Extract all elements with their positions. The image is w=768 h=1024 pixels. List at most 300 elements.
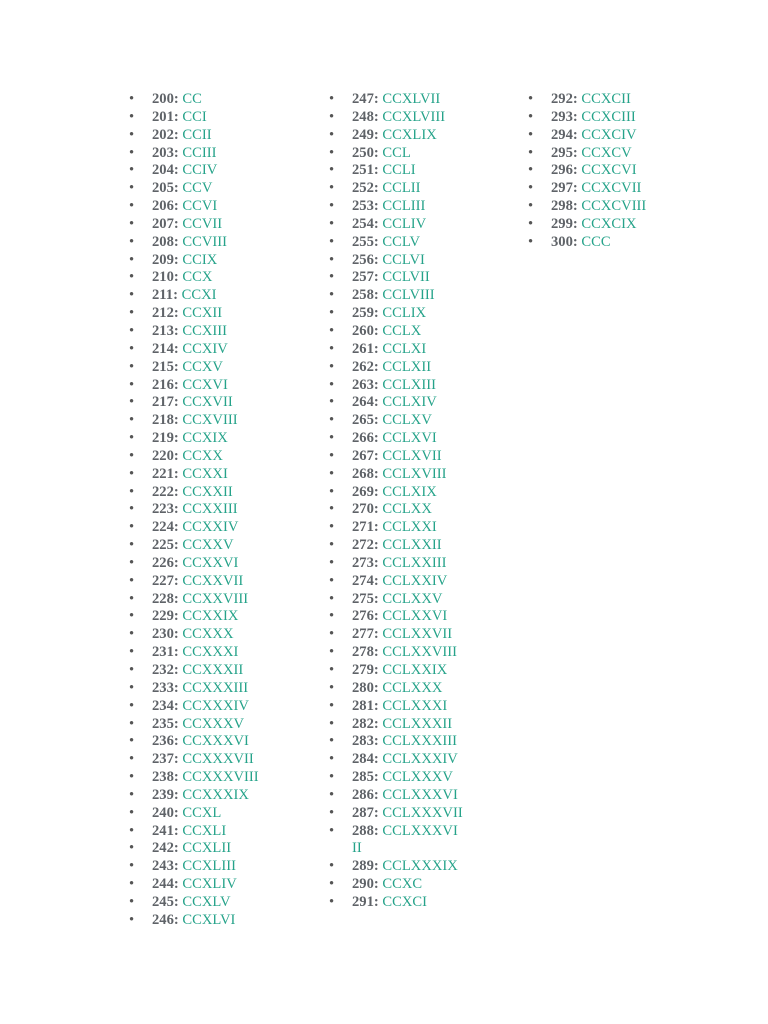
- roman-numeral-link[interactable]: CCXXVII: [182, 572, 244, 589]
- roman-numeral-link[interactable]: CCXCV: [581, 144, 632, 161]
- number-label: 215:: [152, 358, 179, 375]
- list-item: [152, 840, 302, 858]
- number-label: 259:: [352, 305, 379, 322]
- roman-numeral-link[interactable]: CCLXXV: [382, 590, 443, 607]
- roman-numeral-link[interactable]: CCXCIX: [581, 215, 637, 232]
- list-item: [352, 501, 462, 519]
- number-label: 211:: [152, 287, 178, 304]
- list-item: [352, 484, 462, 502]
- number-label: 207:: [152, 215, 179, 232]
- roman-numeral-link[interactable]: CCLXX: [382, 501, 432, 518]
- number-label: 245:: [152, 893, 179, 910]
- number-label: 252:: [352, 180, 379, 197]
- roman-numeral-link[interactable]: CCXLIII: [182, 858, 236, 875]
- list-item: [352, 626, 462, 644]
- roman-numeral-link[interactable]: CCXCI: [382, 893, 428, 910]
- number-label: 237:: [152, 751, 179, 768]
- number-label: 221:: [152, 465, 179, 482]
- number-label: 286:: [352, 786, 379, 803]
- number-label: 249:: [352, 126, 379, 143]
- number-label: 218:: [152, 412, 179, 429]
- number-label: 226:: [152, 554, 179, 571]
- list-item: [152, 180, 302, 198]
- list-item: [152, 894, 302, 912]
- roman-numeral-link[interactable]: CCLIX: [382, 305, 427, 322]
- number-label: 283:: [352, 733, 379, 750]
- number-label: 251:: [352, 162, 379, 179]
- roman-numeral-link[interactable]: CCLXXI: [382, 519, 437, 536]
- roman-numeral-link[interactable]: CCXLVII: [382, 91, 441, 107]
- number-label: 291:: [352, 893, 379, 910]
- list-item: [551, 198, 701, 216]
- list-column-2: [352, 91, 462, 912]
- list-item: [352, 234, 462, 252]
- number-label: 213:: [152, 322, 179, 339]
- roman-numeral-link[interactable]: CCLXVI: [382, 430, 437, 447]
- roman-numeral-link[interactable]: CCXIV: [182, 340, 228, 357]
- roman-numeral-link[interactable]: CCLXXXII: [382, 715, 453, 732]
- number-label: 293:: [551, 108, 578, 125]
- roman-numeral-link[interactable]: CCLXXXV: [382, 769, 453, 786]
- roman-numeral-link[interactable]: CCLXXII: [382, 537, 442, 554]
- number-label: 300:: [551, 233, 578, 250]
- roman-numeral-link[interactable]: CCXXIV: [182, 519, 239, 536]
- roman-numeral-link[interactable]: CCXXXVI: [182, 733, 249, 750]
- list-item: [352, 287, 462, 305]
- list-item: [551, 180, 701, 198]
- number-label: 297:: [551, 180, 578, 197]
- number-label: 253:: [352, 198, 379, 215]
- roman-numeral-link[interactable]: CCX: [182, 269, 213, 286]
- roman-numeral-link[interactable]: CCLXIII: [382, 376, 436, 393]
- list-item: [152, 466, 302, 484]
- list-item: [352, 805, 462, 823]
- list-item: [551, 145, 701, 163]
- roman-numeral-link[interactable]: CCLXVIII: [382, 465, 447, 482]
- number-label: 256:: [352, 251, 379, 268]
- roman-numeral-link[interactable]: CCXLV: [182, 893, 231, 910]
- roman-numeral-link[interactable]: CCIX: [182, 251, 218, 268]
- number-label: 275:: [352, 590, 379, 607]
- number-label: 248:: [352, 108, 379, 125]
- list-column-1: [152, 91, 302, 930]
- number-label: 269:: [352, 483, 379, 500]
- number-label: 267:: [352, 447, 379, 464]
- roman-numeral-link[interactable]: CCXXII: [182, 483, 233, 500]
- roman-numeral-link[interactable]: CCXV: [182, 358, 223, 375]
- list-item: [152, 608, 302, 626]
- number-label: 263:: [352, 376, 379, 393]
- list-item: [352, 394, 462, 412]
- list-item: [352, 751, 462, 769]
- number-label: 201:: [152, 108, 179, 125]
- roman-numeral-link[interactable]: CCLXXVI: [382, 608, 448, 625]
- roman-numeral-link[interactable]: CCLIII: [382, 198, 426, 215]
- list-item: [352, 377, 462, 395]
- number-label: 262:: [352, 358, 379, 375]
- number-label: 230:: [152, 626, 179, 643]
- number-label: 271:: [352, 519, 379, 536]
- roman-numeral-link[interactable]: CCLXXXVI: [382, 786, 458, 803]
- roman-numeral-link[interactable]: CCVI: [182, 198, 218, 215]
- number-label: 241:: [152, 822, 179, 839]
- list-item: [352, 644, 462, 662]
- list-item: [152, 252, 302, 270]
- roman-numeral-link[interactable]: CCXLII: [182, 840, 232, 857]
- roman-numeral-link[interactable]: CCLXXXI: [382, 697, 448, 714]
- roman-numeral-link[interactable]: CCXCVIII: [581, 198, 647, 215]
- roman-numeral-link[interactable]: CCLVIII: [382, 287, 435, 304]
- list-item: [352, 91, 462, 109]
- number-label: 212:: [152, 305, 179, 322]
- number-label: 210:: [152, 269, 179, 286]
- list-item: [152, 626, 302, 644]
- number-label: 294:: [551, 126, 578, 143]
- list-item: [551, 234, 701, 252]
- roman-numeral-link[interactable]: CCXIX: [182, 430, 228, 447]
- list-item: [352, 305, 462, 323]
- list-item: [152, 216, 302, 234]
- number-label: 247:: [352, 91, 379, 107]
- list-item: [152, 234, 302, 252]
- list-item: [551, 109, 701, 127]
- list-item: [352, 591, 462, 609]
- roman-numeral-link[interactable]: CCXCIV: [581, 126, 637, 143]
- list-item: [152, 484, 302, 502]
- list-item: [152, 412, 302, 430]
- number-label: 239:: [152, 786, 179, 803]
- roman-numeral-link[interactable]: CCLXXIV: [382, 572, 448, 589]
- list-item: [352, 466, 462, 484]
- roman-numeral-link[interactable]: CCLXXVIII: [382, 644, 458, 661]
- list-item: [152, 198, 302, 216]
- roman-numeral-link[interactable]: CCXCVII: [581, 180, 642, 197]
- roman-numeral-link[interactable]: CCXLVIII: [382, 108, 446, 125]
- number-label: 279:: [352, 662, 379, 678]
- list-item: [352, 894, 462, 912]
- number-label: 206:: [152, 198, 179, 215]
- number-label: 231:: [152, 644, 179, 661]
- list-item: [152, 109, 302, 127]
- number-label: 290:: [352, 876, 379, 893]
- list-item: [352, 608, 462, 626]
- number-label: 229:: [152, 608, 179, 625]
- number-label: 214:: [152, 340, 179, 357]
- number-label: 257:: [352, 269, 379, 286]
- roman-numeral-link[interactable]: CCXXXII: [182, 662, 244, 678]
- list-item: [352, 769, 462, 787]
- list-item: [352, 252, 462, 270]
- number-label: 261:: [352, 340, 379, 357]
- list-item: [352, 787, 462, 805]
- list-item: [152, 555, 302, 573]
- roman-numeral-link[interactable]: CCXI: [181, 287, 217, 304]
- list-item: [152, 305, 302, 323]
- list-item: [551, 127, 701, 145]
- number-label: 224:: [152, 519, 179, 536]
- list-item: [352, 733, 462, 751]
- roman-numeral-link[interactable]: CCXXXI: [182, 644, 239, 661]
- number-label: 296:: [551, 162, 578, 179]
- number-label: 268:: [352, 465, 379, 482]
- list-item: [352, 537, 462, 555]
- roman-numeral-link[interactable]: CCIV: [182, 162, 218, 179]
- list-item: [352, 269, 462, 287]
- number-label: 299:: [551, 215, 578, 232]
- list-item: [152, 912, 302, 930]
- number-label: 232:: [152, 662, 179, 678]
- list-item: [352, 698, 462, 716]
- roman-numeral-link[interactable]: CCXVIII: [182, 412, 238, 429]
- roman-numeral-link[interactable]: CCXX: [182, 447, 223, 464]
- roman-numeral-link[interactable]: CCLXXXVIII: [352, 822, 458, 857]
- list-item: [152, 805, 302, 823]
- list-item: [152, 769, 302, 787]
- number-label: 244:: [152, 876, 179, 893]
- list-item: [352, 198, 462, 216]
- roman-numeral-link[interactable]: CCIII: [182, 144, 217, 161]
- roman-numeral-link[interactable]: CCXII: [182, 305, 223, 322]
- list-item: [152, 662, 302, 680]
- number-label: 243:: [152, 858, 179, 875]
- number-label: 233:: [152, 679, 179, 696]
- list-item: [352, 216, 462, 234]
- list-item: [352, 323, 462, 341]
- list-item: [152, 162, 302, 180]
- roman-numeral-link[interactable]: CCI: [182, 108, 207, 125]
- list-item: [152, 537, 302, 555]
- number-label: 235:: [152, 715, 179, 732]
- list-item: [352, 109, 462, 127]
- list-item: [352, 412, 462, 430]
- number-label: 266:: [352, 430, 379, 447]
- roman-numeral-link[interactable]: CCII: [182, 126, 212, 143]
- roman-numeral-link[interactable]: CCXXI: [182, 465, 228, 482]
- number-label: 204:: [152, 162, 179, 179]
- roman-numeral-link[interactable]: CCV: [182, 180, 213, 197]
- number-label: 289:: [352, 858, 379, 875]
- list-item: [152, 716, 302, 734]
- number-label: 238:: [152, 769, 179, 786]
- number-label: 276:: [352, 608, 379, 625]
- list-item: [152, 876, 302, 894]
- number-label: 217:: [152, 394, 179, 411]
- list-item: [152, 145, 302, 163]
- roman-numeral-link[interactable]: CCLXIX: [382, 483, 437, 500]
- list-item: [352, 162, 462, 180]
- number-label: 216:: [152, 376, 179, 393]
- number-label: 242:: [152, 840, 179, 857]
- number-label: 292:: [551, 91, 578, 107]
- list-item: [152, 501, 302, 519]
- roman-numeral-link[interactable]: CCXXV: [182, 537, 234, 554]
- number-label: 278:: [352, 644, 379, 661]
- number-label: 228:: [152, 590, 179, 607]
- list-column-3: [551, 91, 701, 252]
- roman-numeral-link[interactable]: CCXCVI: [581, 162, 637, 179]
- roman-numeral-link[interactable]: CCXXXIX: [182, 786, 249, 803]
- number-label: 284:: [352, 751, 379, 768]
- number-label: 280:: [352, 679, 379, 696]
- roman-numeral-link[interactable]: CCLII: [382, 180, 421, 197]
- roman-numeral-link[interactable]: CCLXXXIII: [382, 733, 458, 750]
- roman-numeral-link[interactable]: CCXXXV: [182, 715, 245, 732]
- list-item: [551, 216, 701, 234]
- list-item: [152, 591, 302, 609]
- list-item: [352, 680, 462, 698]
- list-item: [352, 519, 462, 537]
- number-label: 281:: [352, 697, 379, 714]
- roman-numeral-link[interactable]: CCLX: [382, 322, 422, 339]
- number-label: 203:: [152, 144, 179, 161]
- list-item: [152, 448, 302, 466]
- list-item: [551, 162, 701, 180]
- roman-numeral-link[interactable]: CCLI: [382, 162, 416, 179]
- list-item: [352, 823, 462, 859]
- roman-numeral-link[interactable]: CCXXXVII: [182, 751, 254, 768]
- roman-numeral-link[interactable]: CCLXXIII: [382, 554, 447, 571]
- list-item: [152, 787, 302, 805]
- list-item: [152, 269, 302, 287]
- roman-numeral-link[interactable]: CCLXV: [382, 412, 432, 429]
- roman-numeral-link[interactable]: CCXXXIII: [182, 679, 249, 696]
- number-label: 264:: [352, 394, 379, 411]
- number-label: 254:: [352, 215, 379, 232]
- list-item: [152, 733, 302, 751]
- roman-numeral-link[interactable]: CCXXVIII: [182, 590, 249, 607]
- roman-numeral-link[interactable]: CCLXII: [382, 358, 432, 375]
- number-label: 222:: [152, 483, 179, 500]
- roman-numeral-link[interactable]: CCLXXIX: [382, 662, 448, 678]
- roman-numeral-link[interactable]: CCXIII: [182, 322, 228, 339]
- list-item: [152, 519, 302, 537]
- list-item: [152, 751, 302, 769]
- list-item: [152, 644, 302, 662]
- list-item: [352, 341, 462, 359]
- number-label: 227:: [152, 572, 179, 589]
- number-label: 225:: [152, 537, 179, 554]
- number-label: 220:: [152, 447, 179, 464]
- list-item: [152, 91, 302, 109]
- number-label: 273:: [352, 554, 379, 571]
- list-item: [152, 698, 302, 716]
- list-item: [152, 823, 302, 841]
- roman-numeral-link[interactable]: CCXXIX: [182, 608, 239, 625]
- list-item: [551, 91, 701, 109]
- roman-numeral-link[interactable]: CCLVII: [382, 269, 430, 286]
- list-item: [152, 323, 302, 341]
- roman-numeral-link[interactable]: CCXXX: [182, 626, 234, 643]
- number-label: 285:: [352, 769, 379, 786]
- list-item: [152, 359, 302, 377]
- list-item: [352, 662, 462, 680]
- number-label: 274:: [352, 572, 379, 589]
- list-item: [352, 127, 462, 145]
- list-item: [352, 555, 462, 573]
- list-item: [352, 876, 462, 894]
- roman-numeral-link[interactable]: CCC: [581, 233, 611, 250]
- number-label: 209:: [152, 251, 179, 268]
- roman-numeral-link[interactable]: CCXC: [382, 876, 423, 893]
- list-item: [352, 359, 462, 377]
- roman-numeral-link[interactable]: CCXXVI: [182, 554, 239, 571]
- roman-numeral-link[interactable]: CCLIV: [382, 215, 427, 232]
- roman-numeral-link[interactable]: CCXCII: [581, 91, 631, 107]
- list-item: [152, 127, 302, 145]
- roman-numeral-link[interactable]: CCLXXXIV: [382, 751, 458, 768]
- roman-numeral-link[interactable]: CCLXIV: [382, 394, 437, 411]
- number-label: 250:: [352, 144, 379, 161]
- roman-numeral-link[interactable]: CCXVI: [182, 376, 228, 393]
- roman-numeral-link[interactable]: CCLXVII: [382, 447, 442, 464]
- number-label: 246:: [152, 911, 179, 928]
- number-label: 287:: [352, 804, 379, 821]
- list-item: [352, 430, 462, 448]
- roman-numeral-link[interactable]: CCLVI: [382, 251, 425, 268]
- number-label: 240:: [152, 804, 179, 821]
- list-item: [352, 145, 462, 163]
- roman-numeral-link[interactable]: CCXLVI: [182, 911, 236, 928]
- roman-numeral-link[interactable]: CCLXXVII: [382, 626, 453, 643]
- list-item: [152, 341, 302, 359]
- list-item: [352, 716, 462, 734]
- list-item: [352, 180, 462, 198]
- roman-numeral-link[interactable]: CCLXXX: [382, 679, 443, 696]
- roman-numeral-link[interactable]: CCXL: [182, 804, 222, 821]
- list-item: [152, 430, 302, 448]
- number-label: 236:: [152, 733, 179, 750]
- number-label: 202:: [152, 126, 179, 143]
- roman-numeral-link[interactable]: CCL: [382, 144, 411, 161]
- number-label: 205:: [152, 180, 179, 197]
- number-label: 265:: [352, 412, 379, 429]
- number-label: 219:: [152, 430, 179, 447]
- list-item: [152, 394, 302, 412]
- number-label: 234:: [152, 697, 179, 714]
- list-item: [152, 858, 302, 876]
- roman-numeral-link[interactable]: CCXCIII: [581, 108, 636, 125]
- number-label: 272:: [352, 537, 379, 554]
- number-label: 277:: [352, 626, 379, 643]
- roman-numeral-link[interactable]: CCLXXXVII: [382, 804, 463, 821]
- roman-numeral-link[interactable]: CCXXXIV: [182, 697, 249, 714]
- roman-numeral-link[interactable]: CCVII: [182, 215, 223, 232]
- list-item: [152, 680, 302, 698]
- roman-numeral-link[interactable]: CCXXXVIII: [182, 769, 259, 786]
- number-label: 260:: [352, 322, 379, 339]
- list-item: [352, 448, 462, 466]
- roman-numeral-link[interactable]: CCXXIII: [182, 501, 238, 518]
- number-label: 200:: [152, 91, 179, 107]
- roman-numeral-link[interactable]: CCLV: [382, 233, 421, 250]
- list-item: [352, 573, 462, 591]
- number-label: 282:: [352, 715, 379, 732]
- roman-numeral-link[interactable]: CCVIII: [182, 233, 228, 250]
- number-label: 208:: [152, 233, 179, 250]
- roman-numeral-link[interactable]: CCLXXXIX: [382, 858, 458, 875]
- number-label: 258:: [352, 287, 379, 304]
- roman-numeral-link[interactable]: CCXVII: [182, 394, 233, 411]
- list-item: [152, 377, 302, 395]
- roman-numeral-link[interactable]: CCXLI: [182, 822, 227, 839]
- roman-numeral-link[interactable]: CCLXI: [382, 340, 427, 357]
- number-label: 288:: [352, 822, 379, 839]
- roman-numeral-link[interactable]: CCXLIX: [382, 126, 437, 143]
- roman-numeral-link[interactable]: CCXLIV: [182, 876, 237, 893]
- list-item: [152, 573, 302, 591]
- number-label: 298:: [551, 198, 578, 215]
- roman-numeral-link[interactable]: CC: [182, 91, 202, 107]
